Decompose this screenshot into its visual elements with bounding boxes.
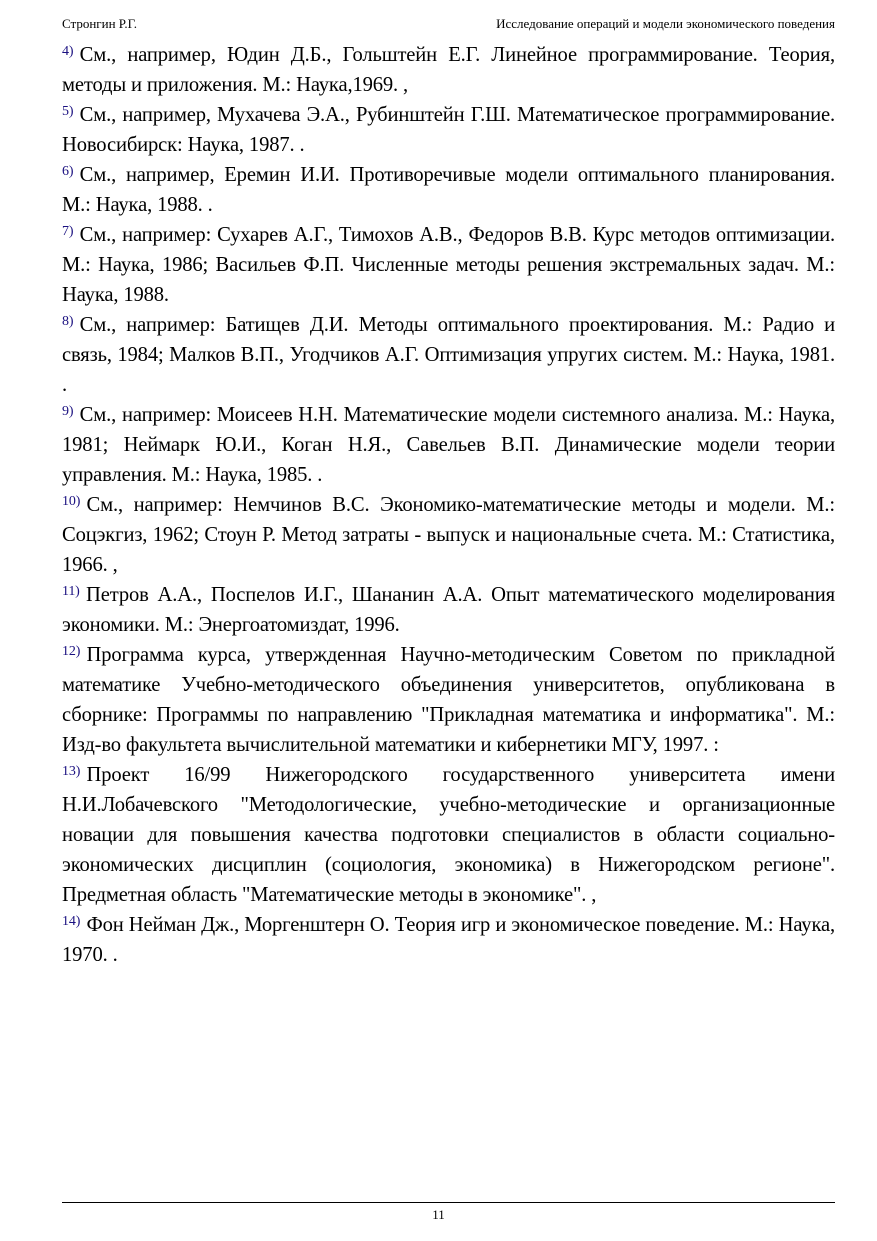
reference-number: 5) (62, 103, 74, 119)
reference-number: 12) (62, 643, 81, 659)
reference-text: См., например: Батищев Д.И. Методы оптимального проектирования. М.: Радио и связь, 1984; Малков В.П., Угодчиков А.Г. Оптимизация упругих систем. М.: Наука, 1981. . (62, 314, 835, 396)
reference-item (62, 160, 835, 220)
reference-text: Проект 16/99 Нижегородского государственного университета имени Н.И.Лобачевского "Методологические, учебно-методические и организационные новации для повышения качества подготовки специалистов в области социально-экономических дисциплин (социология, экономика) в Нижегородском регионе". Предметная область "Математические методы в экономике". , (62, 764, 835, 906)
header-title: Исследование операций и модели экономического поведения (496, 16, 835, 31)
reference-number: 9) (62, 403, 74, 419)
reference-item (62, 910, 835, 970)
reference-item (62, 400, 835, 490)
reference-item (62, 40, 835, 100)
footer-divider (62, 1202, 835, 1203)
reference-list (62, 40, 835, 970)
reference-item (62, 100, 835, 160)
reference-text: См., например: Сухарев А.Г., Тимохов А.В., Федоров В.В. Курс методов оптимизации. М.: Наука, 1986; Васильев Ф.П. Численные методы решения экстремальных задач. М.: Наука, 1988. (62, 224, 835, 306)
reference-item (62, 310, 835, 400)
reference-number: 10) (62, 493, 81, 509)
reference-number: 11) (62, 583, 80, 599)
page-header (62, 16, 835, 34)
reference-number: 13) (62, 763, 81, 779)
reference-number: 14) (62, 913, 81, 929)
reference-number: 4) (62, 43, 74, 59)
reference-text: См., например: Немчинов В.С. Экономико-математические методы и модели. М.: Соцэкгиз, 1962; Стоун Р. Метод затраты - выпуск и национальные счета. М.: Статистика, 1966. , (62, 494, 835, 576)
reference-number: 6) (62, 163, 74, 179)
reference-item (62, 580, 835, 640)
reference-item (62, 220, 835, 310)
reference-text: См., например, Юдин Д.Б., Гольштейн Е.Г. Линейное программирование. Теория, методы и приложения. М.: Наука,1969. , (62, 44, 835, 96)
reference-item (62, 640, 835, 760)
header-author: Стронгин Р.Г. (62, 16, 137, 31)
reference-number: 7) (62, 223, 74, 239)
reference-item (62, 760, 835, 910)
reference-text: Фон Нейман Дж., Моргенштерн О. Теория игр и экономическое поведение. М.: Наука, 1970. . (62, 914, 835, 966)
reference-text: См., например, Еремин И.И. Противоречивые модели оптимального планирования. М.: Наука, 1988. . (62, 164, 835, 216)
reference-text: Петров А.А., Поспелов И.Г., Шананин А.А. Опыт математического моделирования экономики. М.: Энергоатомиздат, 1996. (62, 584, 835, 636)
reference-item (62, 490, 835, 580)
page-number: 11 (432, 1207, 445, 1222)
reference-text: См., например, Мухачева Э.А., Рубинштейн Г.Ш. Математическое программирование. Новосибирск: Наука, 1987. . (62, 104, 835, 156)
reference-number: 8) (62, 313, 74, 329)
reference-text: См., например: Моисеев Н.Н. Математические модели системного анализа. М.: Наука, 1981; Неймарк Ю.И., Коган Н.Я., Савельев В.П. Динамические модели теории управления. М.: Наука, 1985. . (62, 404, 835, 486)
reference-text: Программа курса, утвержденная Научно-методическим Советом по прикладной математике Учебно-методического объединения университетов, опубликована в сборнике: Программы по направлению "Прикладная математика и информатика". М.: Изд-во факультета вычислительной математики и кибернетики МГУ, 1997. : (62, 644, 835, 756)
